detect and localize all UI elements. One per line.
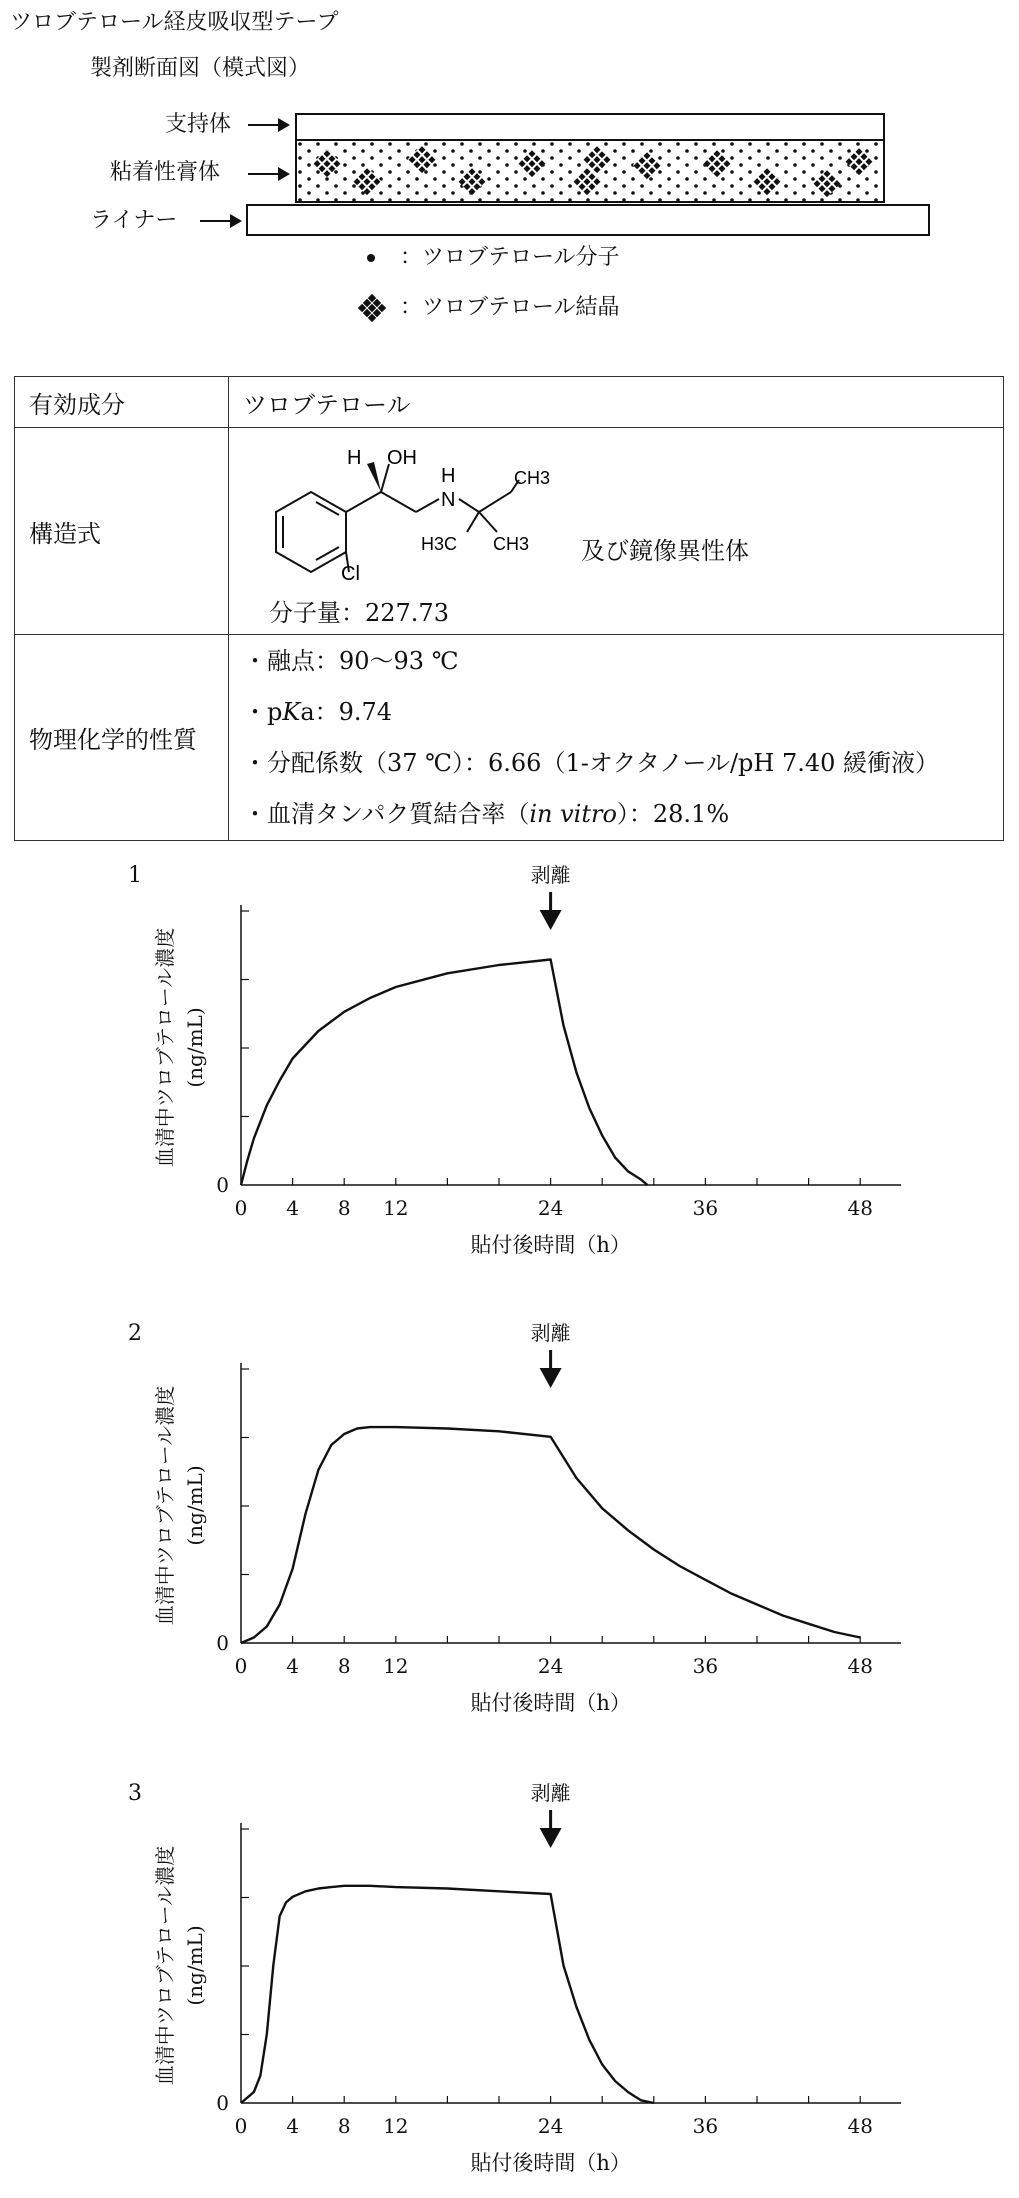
y-axis-label: 血清中ツロブテロール濃度 bbox=[153, 1385, 177, 1626]
removal-arrow-head bbox=[540, 1828, 562, 1848]
atom-h3c: H3C bbox=[421, 534, 458, 554]
pk-charts bbox=[0, 850, 1019, 2198]
y-axis-label: 血清中ツロブテロール濃度 bbox=[153, 1845, 177, 2086]
x-tick-label: 0 bbox=[234, 2114, 248, 2138]
x-axis-label: 貼付後時間（h） bbox=[470, 1691, 631, 1715]
panel-number: 1 bbox=[128, 863, 142, 888]
x-axis-label: 貼付後時間（h） bbox=[470, 1233, 631, 1257]
properties-cell bbox=[229, 635, 1004, 841]
atom-cl: Cl bbox=[341, 563, 360, 584]
melting-point: ・融点：90〜93 ℃ bbox=[243, 646, 459, 675]
x-tick-label: 24 bbox=[537, 1654, 564, 1678]
liner-layer bbox=[246, 204, 930, 236]
x-tick-label: 12 bbox=[383, 1196, 409, 1220]
x-tick-label: 48 bbox=[847, 2114, 873, 2138]
x-tick-label: 8 bbox=[337, 1654, 351, 1678]
x-tick-label: 48 bbox=[847, 1654, 873, 1678]
atom-nh-h: H bbox=[441, 465, 456, 487]
structural-formula bbox=[249, 434, 579, 584]
x-tick-label: 0 bbox=[234, 1654, 248, 1678]
liner-label: ライナー bbox=[90, 208, 178, 233]
y-axis-unit: (ng/mL) bbox=[183, 1465, 207, 1546]
ingredient-label: 有効成分 bbox=[15, 377, 229, 428]
y-axis-unit: (ng/mL) bbox=[183, 1925, 207, 2006]
pka: ・pKa：9.74 bbox=[243, 697, 393, 726]
x-axis-label: 貼付後時間（h） bbox=[470, 2151, 631, 2175]
diagram-subtitle: 製剤断面図（模式図） bbox=[90, 56, 311, 81]
adhesive-arrowhead bbox=[278, 167, 290, 181]
removal-label: 剥離 bbox=[530, 1781, 571, 1805]
document-title: ツロブテロール経皮吸収型テープ bbox=[10, 10, 339, 35]
properties-table bbox=[14, 376, 1004, 841]
concentration-curve bbox=[241, 1886, 654, 2103]
properties-label: 物理化学的性質 bbox=[15, 635, 229, 841]
atom-n: N bbox=[441, 489, 456, 511]
y-axis-label: 血清中ツロブテロール濃度 bbox=[153, 927, 177, 1168]
adhesive-layer bbox=[295, 139, 885, 203]
legend-crystal: ：ツロブテロール結晶 bbox=[400, 295, 620, 320]
liner-arrowhead bbox=[230, 214, 242, 228]
x-tick-label: 36 bbox=[692, 1196, 719, 1220]
enantiomer-note: 及び鏡像異性体 bbox=[581, 537, 749, 565]
x-tick-label: 36 bbox=[692, 2114, 719, 2138]
x-tick-label: 12 bbox=[383, 2114, 409, 2138]
x-tick-label: 4 bbox=[286, 1196, 299, 1220]
panel-number: 3 bbox=[128, 1781, 142, 1806]
molecule-dot-icon bbox=[367, 254, 375, 262]
panel-number: 2 bbox=[128, 1321, 142, 1346]
removal-arrow-head bbox=[540, 1368, 562, 1388]
protein-binding: ・血清タンパク質結合率（in vitro）：28.1% bbox=[243, 799, 730, 828]
x-tick-label: 0 bbox=[234, 1196, 248, 1220]
y-tick-label: 0 bbox=[216, 1173, 229, 1197]
y-tick-label: 0 bbox=[216, 2091, 229, 2115]
x-tick-label: 8 bbox=[337, 1196, 351, 1220]
concentration-curve bbox=[241, 960, 647, 1186]
backing-layer bbox=[295, 113, 885, 141]
x-tick-label: 8 bbox=[337, 2114, 351, 2138]
backing-arrowhead bbox=[278, 118, 290, 132]
x-tick-label: 12 bbox=[383, 1654, 409, 1678]
x-tick-label: 4 bbox=[286, 1654, 299, 1678]
legend-molecule: ：ツロブテロール分子 bbox=[400, 245, 620, 270]
atom-h: H bbox=[347, 447, 362, 469]
crystal-icon bbox=[352, 288, 392, 328]
atom-ch3-a: CH3 bbox=[514, 468, 551, 488]
adhesive-particles bbox=[297, 141, 883, 201]
y-axis-unit: (ng/mL) bbox=[183, 1007, 207, 1088]
concentration-curve bbox=[241, 1427, 860, 1643]
atom-oh: OH bbox=[387, 447, 417, 469]
removal-label: 剥離 bbox=[530, 863, 571, 887]
x-tick-label: 48 bbox=[847, 1196, 873, 1220]
table-row-structure bbox=[15, 428, 1004, 635]
structure-cell bbox=[229, 428, 1004, 635]
adhesive-label: 粘着性膏体 bbox=[110, 160, 221, 185]
x-tick-label: 24 bbox=[537, 2114, 564, 2138]
backing-label: 支持体 bbox=[165, 112, 232, 137]
adhesive-arrow bbox=[248, 173, 278, 175]
x-tick-label: 24 bbox=[537, 1196, 564, 1220]
ingredient-value: ツロブテロール bbox=[229, 377, 1004, 428]
table-row-ingredient bbox=[15, 377, 1004, 428]
x-tick-label: 4 bbox=[286, 2114, 299, 2138]
partition-coefficient: ・分配係数（37 ℃）：6.66（1-オクタノール/pH 7.40 緩衝液） bbox=[243, 748, 940, 777]
structure-label: 構造式 bbox=[15, 428, 229, 635]
backing-arrow bbox=[248, 124, 278, 126]
molecular-weight: 分子量：227.73 bbox=[269, 599, 449, 627]
y-tick-label: 0 bbox=[216, 1631, 229, 1655]
liner-arrow bbox=[200, 220, 230, 222]
atom-ch3-b: CH3 bbox=[493, 534, 530, 554]
removal-arrow-head bbox=[540, 910, 562, 930]
x-tick-label: 36 bbox=[692, 1654, 719, 1678]
table-row-properties bbox=[15, 635, 1004, 841]
removal-label: 剥離 bbox=[530, 1321, 571, 1345]
